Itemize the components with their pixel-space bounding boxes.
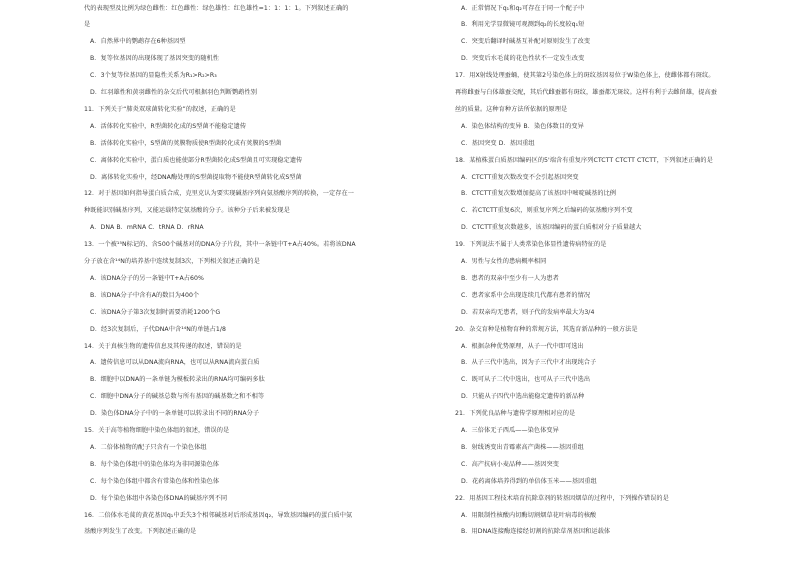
question-text-q21: 21．下列优良品种与遗传学原理相对应的是 bbox=[455, 410, 576, 418]
question-text-q13-b: 分子放在含¹⁴N的培养基中连续复制3次，下列相关叙述正确的是 bbox=[84, 258, 260, 265]
answer-option-q16-ra: A．正常情况下q₁和q₂可存在于同一个配子中 bbox=[461, 4, 585, 12]
answer-option-q13-a: A．该DNA分子的另一条链中T+A占60% bbox=[90, 274, 204, 282]
question-text-l-cont-1: 代的表现型及比例为绿色雌性：红色雌性：绿色雄性：红色雄性=1：1：1：1。下列叙述正确的 bbox=[84, 4, 349, 12]
answer-option-q22-a: A．用限制性核酸内切酶切割烟草花叶病毒的核酸 bbox=[461, 511, 597, 519]
question-text-q12-b: 种既能识别碱基序列，又能运载特定氨基酸的分子。该种分子后来被发现是 bbox=[84, 207, 290, 215]
answer-option-q14-b: B．细胞中以DNA的一条单链为模板转录出的RNA均可编码多肽 bbox=[90, 376, 265, 384]
answer-option-q13-bb: B．该DNA分子中含有A的数目为400个 bbox=[90, 291, 200, 299]
answer-option-q16-rd: D．突变后水毛茛的花色性状不一定发生改变 bbox=[461, 55, 585, 63]
question-text-q17-c: 丝的质量。这种育种方法所依据的原理是 bbox=[455, 105, 568, 113]
answer-option-q11-b: B．活体转化实验中，S型菌的荚膜物质使R型菌转化成有荚膜的S型菌 bbox=[90, 139, 282, 147]
question-text-q11: 11．下列关于“肺炎双球菌转化实验”的叙述，正确的是 bbox=[84, 105, 236, 113]
question-text-q22: 22．用基因工程技术培育抗除草剂的转基因烟草的过程中，下列操作错误的是 bbox=[455, 494, 669, 502]
answer-option-q16-rc: C．突变后翻译时碱基互补配对原则发生了改变 bbox=[461, 38, 591, 46]
answer-option-q19-a: A．男性与女性的患病概率相同 bbox=[461, 258, 547, 265]
answer-option-q10-c: C．3个复等位基因的显隐性关系为R₁>R₂>R₃ bbox=[90, 72, 217, 80]
answer-option-q19-b: B．患者的双亲中至少有一人为患者 bbox=[461, 274, 559, 282]
answer-option-q20-a: A．根据杂种优势原理，从子一代中即可选出 bbox=[461, 342, 584, 350]
answer-option-q11-c: C．离体转化实验中，蛋白质也能使部分R型菌转化成S型菌且可实现稳定遗传 bbox=[90, 156, 303, 164]
answer-option-q21-d: D．花药离体培养得到的单倍体玉米——基因重组 bbox=[461, 477, 597, 485]
question-text-q13: 13．一个被¹⁵N标记的、含500个碱基对的DNA分子片段，其中一条链中T+A占40%。若将该DNA bbox=[84, 241, 356, 249]
answer-option-q10-d: D．红羽雄性和黄羽雌性的杂交后代可根据羽色判断鹦鹉性别 bbox=[90, 89, 257, 96]
answer-option-q20-b: B．从子三代中选出，因为子三代中才出现纯合子 bbox=[461, 359, 597, 367]
question-text-q12: 12．对于基因如何指导蛋白质合成，克里克认为要实现碱基序列向氨基酸序列的转换，一定存在一 bbox=[84, 190, 354, 198]
answer-option-q19-c: C．患者家系中会出现连续几代都有患者的情况 bbox=[461, 291, 591, 299]
question-text-q18: 18．某植株蛋白质基因编码区的5'端含有重复序列CTCTT CTCTT CTCTT，下列叙述正确的是 bbox=[455, 156, 713, 164]
answer-option-q20-c: C．既可从子二代中选出，也可从子三代中选出 bbox=[461, 376, 591, 384]
answer-option-q15-d: D．每个染色体组中各染色体DNA的碱基序列不同 bbox=[90, 494, 228, 502]
answer-option-q14-a: A．遗传信息可以从DNA流向RNA，也可以从RNA流向蛋白质 bbox=[90, 359, 260, 367]
answer-option-q17-cd: C．基因突变 D．基因重组 bbox=[461, 139, 535, 147]
answer-option-q12-opts: A．DNA B．mRNA C．tRNA D．rRNA bbox=[90, 224, 204, 232]
question-text-q15: 15．关于高等植物细胞中染色体组的叙述，错误的是 bbox=[84, 427, 230, 434]
answer-option-q18-d: D．CTCTT重复次数越多，该基因编码的蛋白质相对分子质量越大 bbox=[461, 224, 642, 232]
answer-option-q15-a: A．二倍体植物的配子只含有一个染色体组 bbox=[90, 443, 207, 451]
answer-option-q11-d: D．离体转化实验中，经DNA酶处理的S型菌提取物不能使R型菌转化成S型菌 bbox=[90, 173, 302, 181]
answer-option-q21-b: B．射线诱变出青霉素高产菌株——基因重组 bbox=[461, 443, 584, 451]
answer-option-q19-d: D．若双亲均无患者，则子代的发病率最大为3/4 bbox=[461, 308, 595, 316]
answer-option-q15-b: B．每个染色体组中的染色体均为非同源染色体 bbox=[90, 460, 220, 468]
question-text-q17-b: 再将雌蚕与白体雄蚕交配，其后代雌蚕都有斑纹，雄蚕都无斑纹。这样有利于去雌留雄，提高蚕 bbox=[455, 89, 717, 96]
answer-option-q15-c: C．每个染色体组中都含有常染色体和性染色体 bbox=[90, 477, 220, 485]
answer-option-q20-d: D．只能从子四代中选出能稳定遗传的新品种 bbox=[461, 393, 585, 401]
answer-option-q17-ab: A．染色体结构的变异 B．染色体数目的变异 bbox=[461, 122, 584, 130]
answer-option-q18-b: B．CTCTT重复次数增加提高了该基因中嘧啶碱基的比例 bbox=[461, 190, 617, 198]
answer-option-q14-c: C．细胞中DNA分子的碱基总数与所有基因的碱基数之和不相等 bbox=[90, 393, 265, 401]
answer-option-q10-a: A．自然界中的鹦鹉存在6种基因型 bbox=[90, 38, 186, 46]
question-text-q14: 14．关于真核生物的遗传信息及其传递的叙述，错误的是 bbox=[84, 342, 242, 350]
question-text-q19: 19．下列说法不属于人类常染色体显性遗传病特征的是 bbox=[455, 241, 607, 249]
answer-option-q14-d: D．染色体DNA分子中的一条单链可以转录出不同的RNA分子 bbox=[90, 410, 260, 418]
answer-option-q11-a: A．活体转化实验中，R型菌转化成的S型菌不能稳定遗传 bbox=[90, 122, 247, 130]
right-column bbox=[455, 0, 790, 561]
answer-option-q18-c: C．若CTCTT重复6次，则重复序列之后编码的氨基酸序列不变 bbox=[461, 207, 633, 215]
answer-option-q21-c: C．高产抗病小麦品种——基因突变 bbox=[461, 460, 559, 468]
question-text-q17: 17．用X射线处理蚕蛹，使其第2号染色体上的斑纹基因易位于W染色体上，使雌体都有斑纹。 bbox=[455, 72, 715, 80]
answer-option-q10-b: B．复等位基因的出现体现了基因突变的随机性 bbox=[90, 55, 220, 63]
answer-option-q13-c: C．该DNA分子第3次复制时需要消耗1200个G bbox=[90, 308, 221, 316]
answer-option-q22-b: B．用DNA连接酶连接经切割的抗除草剂基因和运载体 bbox=[461, 528, 611, 536]
left-column bbox=[84, 0, 419, 561]
answer-option-q13-d: D．经3次复制后，子代DNA中含¹⁴N的单链占1/8 bbox=[90, 325, 226, 333]
question-text-q20: 20．杂交育种是植物育种的常规方法，其选育新品种的一般方法是 bbox=[455, 325, 638, 333]
answer-option-q16-rb: B．利用光学显微镜可观测到q₂的长度较q₁短 bbox=[461, 21, 585, 29]
question-text-q16: 16．二倍体水毛茛的黄花基因q₁中丢失3个相邻碱基对后形成基因q₂，导致基因编码的蛋白质中氨 bbox=[84, 511, 353, 519]
answer-option-q18-a: A．CTCTT重复次数改变不会引起基因突变 bbox=[461, 173, 579, 181]
question-text-l-cont-2: 是 bbox=[84, 21, 91, 29]
answer-option-q21-a: A．三倍体无子西瓜——染色体变异 bbox=[461, 427, 559, 434]
question-text-q16-b: 基酸序列发生了改变。下列叙述正确的是 bbox=[84, 528, 197, 536]
